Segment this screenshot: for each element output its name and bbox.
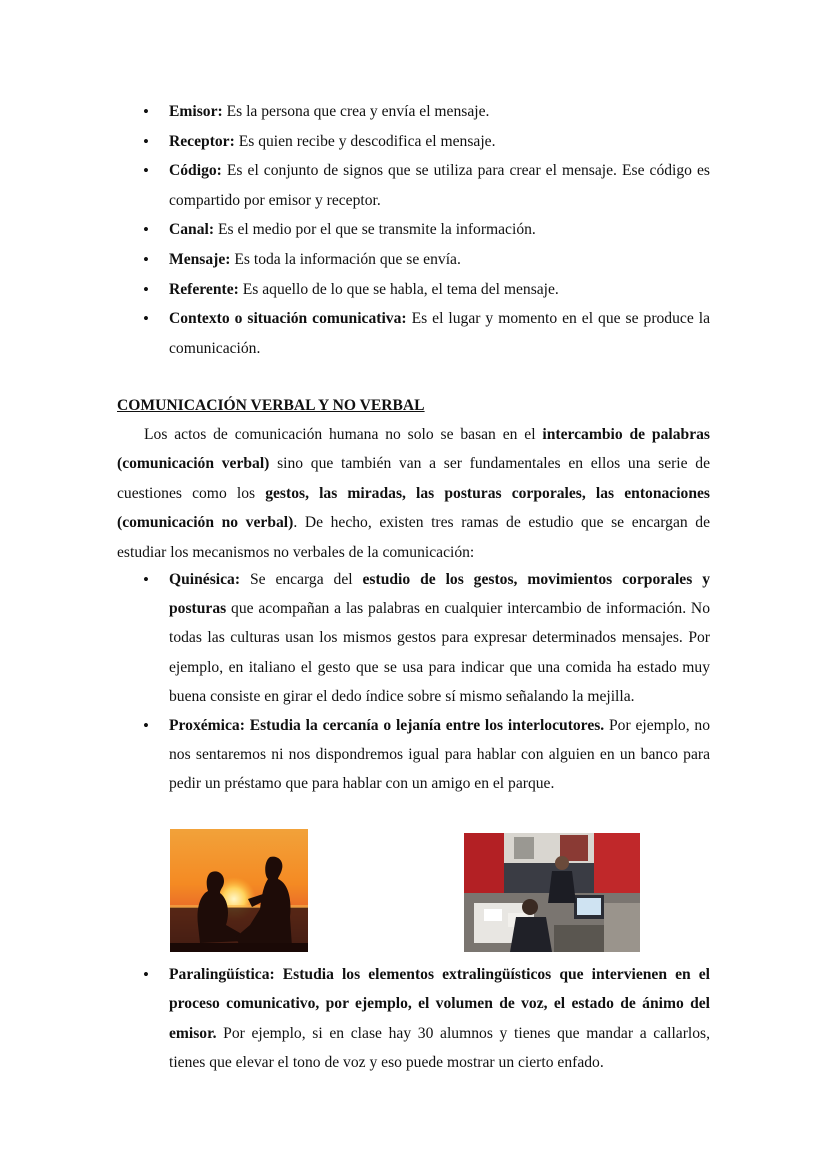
term: Receptor:: [169, 132, 235, 150]
term: Proxémica: Estudia la cercanía o lejanía entre los interlocutores.: [169, 717, 605, 735]
term: Paralingüística: Estudia los elementos extralingüísticos que intervienen en el proceso comunicativo, por ejemplo, el volumen de voz, el estado de ánimo del emisor.: [169, 966, 710, 1042]
list-item: [117, 97, 710, 127]
intro-text: sino que también van a ser fundamentales en ellos una serie de cuestiones como los: [117, 455, 710, 502]
term: Canal:: [169, 221, 215, 239]
definition: Es aquello de lo que se habla, el tema del mensaje.: [238, 280, 559, 298]
intro-text: Los actos de comunicación humana no solo se basan en el: [144, 426, 543, 443]
list-item: [117, 275, 710, 305]
intro-text: . De hecho, existen tres ramas de estudio que se encargan de estudiar los mecanismos no verbales de la comunicación:: [117, 514, 710, 561]
list-item-paralinguistica: [117, 960, 710, 1078]
definition: Es la persona que crea y envía el mensaje.: [222, 103, 490, 120]
list-item: [117, 215, 710, 245]
intro-bold: gestos, las miradas, las posturas corporales, las entonaciones (comunicación no verbal): [117, 484, 710, 532]
communication-elements-list: [117, 97, 710, 363]
intro-paragraph: [117, 420, 710, 567]
nonverbal-branches-list: [117, 565, 710, 799]
list-item-proxemica: [117, 711, 710, 799]
term: Emisor:: [169, 103, 223, 120]
definition: Es quien recibe y descodifica el mensaje.: [234, 132, 496, 150]
term: Quinésica:: [169, 571, 241, 588]
definition: Es el medio por el que se transmite la información.: [214, 221, 536, 239]
list-item-quinesica: [117, 565, 710, 711]
definition: Es el lugar y momento en el que se produce la comunicación.: [169, 310, 710, 357]
term: Referente:: [169, 280, 239, 298]
definition: Por ejemplo, si en clase hay 30 alumnos y tienes que mandar a callarlos, tienes que elevar el tono de voz y eso puede mostrar un cierto enfado.: [169, 1024, 710, 1072]
intro-bold: intercambio de palabras (comunicación verbal): [117, 426, 710, 473]
definition: Se encarga del: [240, 571, 363, 588]
paralinguistica-list: [117, 960, 710, 1078]
definition: Es toda la información que se envía.: [230, 250, 461, 268]
bank-office-image: [464, 833, 640, 952]
list-item: [117, 127, 710, 157]
definition-bold: estudio de los gestos, movimientos corporales y posturas: [169, 571, 710, 618]
term: Mensaje:: [169, 250, 231, 268]
section-heading: COMUNICACIÓN VERBAL Y NO VERBAL: [117, 397, 425, 414]
definition: que acompañan a las palabras en cualquier intercambio de información. No todas las culturas usan los mismos gestos para expresar determinados mensajes. Por ejemplo, en italiano el gesto que se usa para indicar que una comida ha estado muy buena consiste en girar el dedo índice sobre sí mismo señalando la mejilla.: [169, 600, 710, 705]
list-item: [117, 156, 710, 215]
definition: Es el conjunto de signos que se utiliza para crear el mensaje. Ese código es compartido por emisor y receptor.: [169, 162, 710, 209]
list-item: [117, 304, 710, 363]
list-item: [117, 245, 710, 275]
term: Código:: [169, 162, 222, 180]
sunset-couple-image: [170, 829, 308, 952]
definition: Por ejemplo, no nos sentaremos ni nos dispondremos igual para hablar con alguien en un banco para pedir un préstamo que para hablar con un amigo en el parque.: [169, 717, 710, 793]
term: Contexto o situación comunicativa:: [169, 310, 407, 328]
